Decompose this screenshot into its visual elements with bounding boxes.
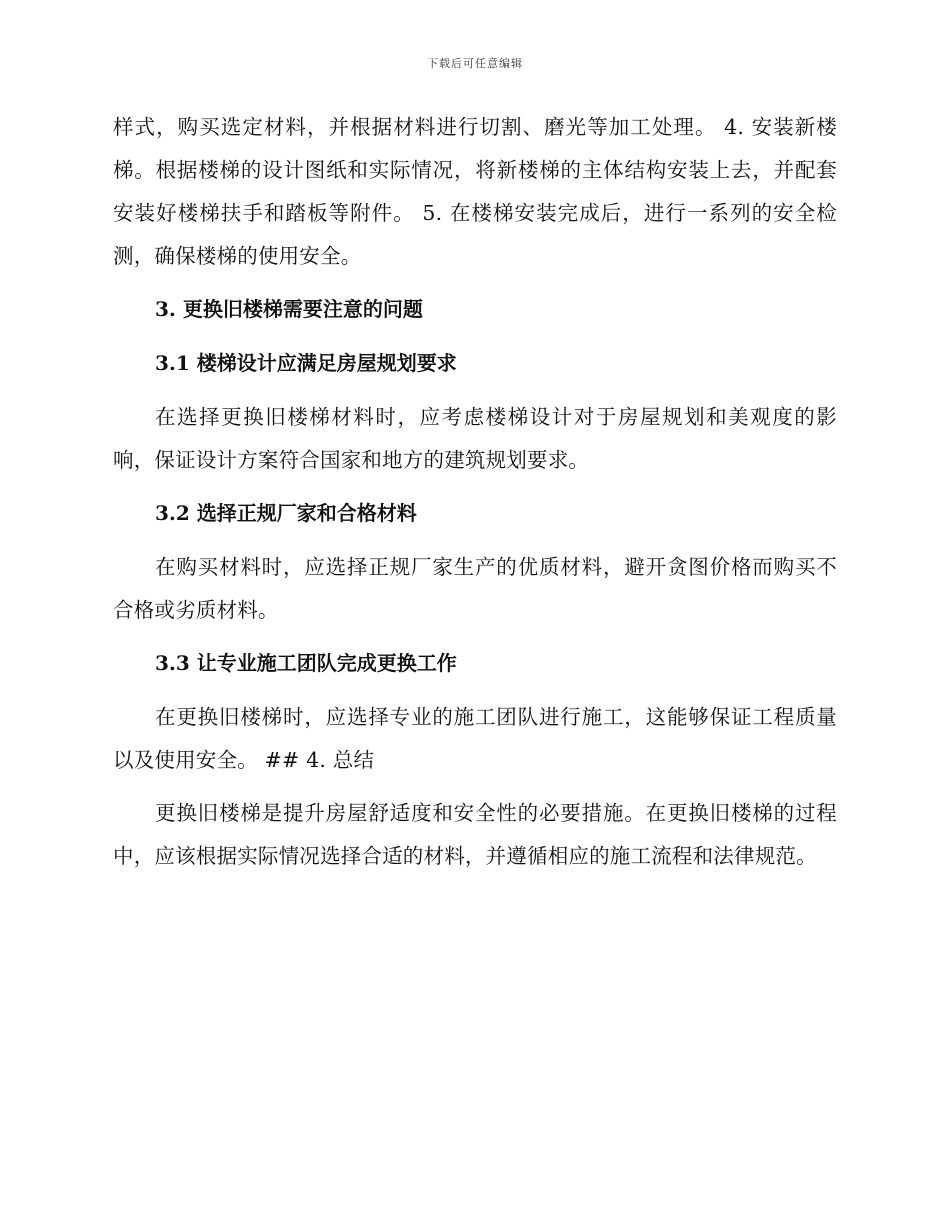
subsection-3-1-paragraph: 在选择更换旧楼梯材料时，应考虑楼梯设计对于房屋规划和美观度的影响，保证设计方案符合国家和地方的建筑规划要求。 [113,405,837,472]
spacer [113,482,837,492]
subsection-3-2-paragraph: 在购买材料时，应选择正规厂家生产的优质材料，避开贪图价格而购买不合格或劣质材料。 [113,555,837,622]
summary-paragraph: 更换旧楼梯是提升房屋舒适度和安全性的必要措施。在更换旧楼梯的过程中，应该根据实际情况选择合适的材料，并遵循相应的施工流程和法律规范。 [113,801,837,868]
spacer [113,385,837,396]
spacer [113,331,837,342]
subsection-3-2-heading: 3.2 选择正规厂家和合格材料 [155,501,417,525]
spacer [113,535,837,546]
subsection-3-3-paragraph: 在更换旧楼梯时，应选择专业的施工团队进行施工，这能够保证工程质量以及使用安全。 ## 4. 总结 [113,705,837,772]
spacer [113,685,837,696]
section-3-heading: 3. 更换旧楼梯需要注意的问题 [155,297,423,321]
spacer [113,278,837,288]
spacer [113,632,837,642]
document-body [113,106,837,878]
page-header: 下载后可任意编辑 [427,57,523,70]
subsection-3-3-heading: 3.3 让专业施工团队完成更换工作 [155,651,457,675]
intro-paragraph: 样式，购买选定材料，并根据材料进行切割、磨光等加工处理。 4. 安装新楼梯。根据楼梯的设计图纸和实际情况，将新楼梯的主体结构安装上去，并配套安装好楼梯扶手和踏板等附件。 5. 在楼梯安装完成后，进行一系列的安全检测，确保楼梯的使用安全。 [113,115,837,268]
spacer [113,782,837,792]
subsection-3-1-heading: 3.1 楼梯设计应满足房屋规划要求 [155,351,457,375]
